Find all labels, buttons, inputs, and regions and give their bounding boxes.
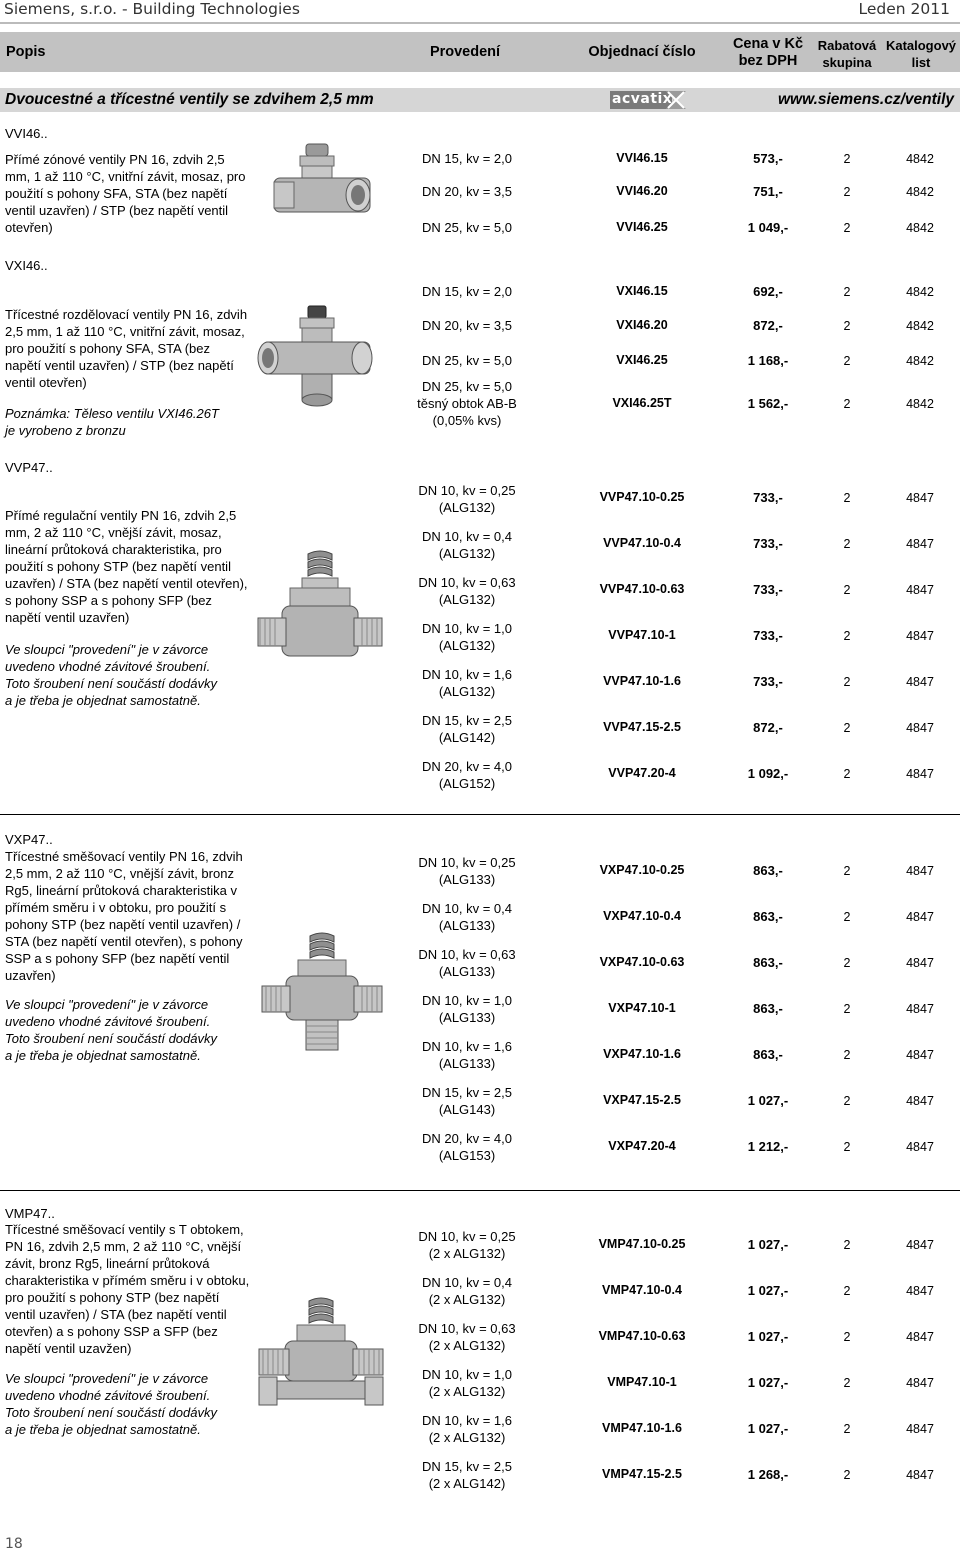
price-vvp47-10-04: 733,- <box>753 536 783 551</box>
desc-line: ventil uzavřen) / STA (bez napětí ventil <box>5 1307 227 1322</box>
model-vxi46: VXI46.. <box>5 258 48 273</box>
prov-vmp47-10-063 <box>387 1320 547 1354</box>
note-line: Toto šroubení není součástí dodávky <box>5 676 217 691</box>
logo-text: acvatix <box>612 91 673 107</box>
code-vxp47-20-4: VXP47.20-4 <box>608 1139 676 1153</box>
desc-line: napětí ventil uzavžen) <box>5 1341 132 1356</box>
catalog-vvp47-15-25: 4847 <box>906 721 934 735</box>
prov-vxp47-15-25 <box>387 1084 547 1118</box>
note-line: Ve sloupci "provedení" je v závorce <box>5 997 209 1012</box>
note-line: uvedeno vhodné závitové šroubení. <box>5 1388 211 1403</box>
acvatix-logo <box>610 89 688 111</box>
catalog-vvi46-25: 4842 <box>906 221 934 235</box>
catalog-vvp47-10-025: 4847 <box>906 491 934 505</box>
price-vmp47-15-25: 1 268,- <box>747 1467 789 1482</box>
prov-line: (ALG132) <box>438 684 496 699</box>
prov-line: (2 x ALG132) <box>428 1338 506 1353</box>
prov-line: (ALG133) <box>438 1056 496 1071</box>
note-line: je vyrobeno z bronzu <box>5 423 126 438</box>
col-rabat-line2: skupina <box>822 55 872 70</box>
note-line: Ve sloupci "provedení" je v závorce <box>5 1371 209 1386</box>
prov-line: (0,05% kvs) <box>432 413 502 428</box>
prov-vvi46-20: DN 20, kv = 3,5 <box>422 184 512 199</box>
section-divider <box>0 814 960 815</box>
code-vxi46-20: VXI46.20 <box>616 318 668 332</box>
col-katalog-line1: Katalogový <box>885 38 957 53</box>
code-vmp47-10-063: VMP47.10-0.63 <box>598 1329 686 1343</box>
col-provedeni: Provedení <box>429 44 501 60</box>
banner-title: Dvoucestné a třícestné ventily se zdvihem 2,5 mm <box>5 91 374 108</box>
group-vmp47-10-1: 2 <box>843 1376 851 1390</box>
prov-vxp47-20-4 <box>387 1130 547 1164</box>
prov-line: (ALG132) <box>438 546 496 561</box>
col-popis: Popis <box>6 44 46 60</box>
desc-line: lineární průtoková charakteristika, pro <box>5 542 222 557</box>
prov-line: DN 10, kv = 0,4 <box>422 1275 512 1290</box>
desc-line: použití s pohony STP (bez napětí ventil <box>5 559 231 574</box>
desc-vmp47 <box>5 1221 249 1357</box>
group-vxp47-10-025: 2 <box>843 864 851 878</box>
desc-line: charakteristika v přímém směru i v obtoku, <box>5 1273 250 1288</box>
col-rabat-line1: Rabatová <box>817 38 877 53</box>
prov-line: DN 10, kv = 1,6 <box>422 1039 512 1054</box>
group-vmp47-10-025: 2 <box>843 1238 851 1252</box>
catalog-vxp47-10-063: 4847 <box>906 956 934 970</box>
code-vvi46-15: VVI46.15 <box>616 151 668 165</box>
desc-line: 2,5 mm, 2 až 110 °C, vnější závit, bronz <box>5 866 234 881</box>
group-vxi46-15: 2 <box>843 285 851 299</box>
note-line: a je třeba je objednat samostatně. <box>5 1048 201 1063</box>
price-vvp47-10-16: 733,- <box>753 674 783 689</box>
price-vmp47-10-1: 1 027,- <box>747 1375 789 1390</box>
group-vvp47-20-4: 2 <box>843 767 851 781</box>
group-vvp47-10-025: 2 <box>843 491 851 505</box>
prov-line: (ALG133) <box>438 872 496 887</box>
price-vvp47-15-25: 872,- <box>753 720 783 735</box>
catalog-vmp47-10-04: 4847 <box>906 1284 934 1298</box>
prov-vvp47-10-025 <box>387 482 547 516</box>
desc-line: s pohony SSP a s pohony SFP (bez <box>5 593 212 608</box>
prov-line: (ALG153) <box>438 1148 496 1163</box>
code-vvp47-10-1: VVP47.10-1 <box>608 628 676 642</box>
note-line: a je třeba je objednat samostatně. <box>5 693 201 708</box>
prov-vvp47-20-4 <box>387 758 547 792</box>
group-vmp47-15-25: 2 <box>843 1468 851 1482</box>
code-vmp47-10-1: VMP47.10-1 <box>607 1375 677 1389</box>
prov-vxp47-10-063 <box>387 946 547 980</box>
price-vxp47-10-04: 863,- <box>753 909 783 924</box>
note-vxi46 <box>5 405 219 439</box>
group-vmp47-10-16: 2 <box>843 1422 851 1436</box>
prov-vxi46-20: DN 20, kv = 3,5 <box>422 318 512 333</box>
code-vxi46-25t: VXI46.25T <box>612 396 672 410</box>
prov-line: (ALG132) <box>438 638 496 653</box>
prov-vmp47-10-025 <box>387 1228 547 1262</box>
desc-line: uzavřen) <box>5 968 56 983</box>
note-vvp47 <box>5 641 217 709</box>
prov-line: (ALG133) <box>438 1010 496 1025</box>
price-vvp47-10-063: 733,- <box>753 582 783 597</box>
prov-vmp47-15-25 <box>387 1458 547 1492</box>
prov-line: (ALG143) <box>438 1102 496 1117</box>
col-katalogovy-list <box>882 37 960 71</box>
prov-line: DN 20, kv = 4,0 <box>422 1131 512 1146</box>
prov-line: DN 10, kv = 0,63 <box>418 1321 516 1336</box>
company-name: Siemens, s.r.o. - Building Technologies <box>4 0 300 18</box>
catalog-vvi46-20: 4842 <box>906 185 934 199</box>
catalog-vmp47-10-063: 4847 <box>906 1330 934 1344</box>
desc-line: 2,5 mm, 1 až 110 °C, vnitřní závit, mosaz, <box>5 324 245 339</box>
group-vxp47-20-4: 2 <box>843 1140 851 1154</box>
group-vvp47-10-1: 2 <box>843 629 851 643</box>
price-vxp47-10-16: 863,- <box>753 1047 783 1062</box>
prov-line: (ALG132) <box>438 592 496 607</box>
catalog-vxi46-25t: 4842 <box>906 397 934 411</box>
code-vxp47-15-25: VXP47.15-2.5 <box>603 1093 681 1107</box>
group-vxp47-10-1: 2 <box>843 1002 851 1016</box>
code-vmp47-15-25: VMP47.15-2.5 <box>602 1467 682 1481</box>
prov-vvp47-10-1 <box>387 620 547 654</box>
price-vxp47-10-063: 863,- <box>753 955 783 970</box>
catalog-vvp47-10-16: 4847 <box>906 675 934 689</box>
price-vxp47-20-4: 1 212,- <box>747 1139 789 1154</box>
price-vvi46-15: 573,- <box>753 151 783 166</box>
code-vxp47-10-16: VXP47.10-1.6 <box>603 1047 681 1061</box>
prov-line: (ALG142) <box>438 730 496 745</box>
catalog-vxp47-10-025: 4847 <box>906 864 934 878</box>
prov-line: DN 10, kv = 0,63 <box>418 947 516 962</box>
prov-vvp47-10-063 <box>387 574 547 608</box>
catalog-vxi46-15: 4842 <box>906 285 934 299</box>
desc-line: přímém směru i v obtoku, pro použití s <box>5 900 227 915</box>
valve-image-vvp47 <box>252 548 387 678</box>
note-line: uvedeno vhodné závitové šroubení. <box>5 1014 211 1029</box>
catalog-vvp47-10-04: 4847 <box>906 537 934 551</box>
desc-line: SSP a s pohony SFP (bez napětí ventil <box>5 951 230 966</box>
group-vxi46-25t: 2 <box>843 397 851 411</box>
price-vvp47-10-1: 733,- <box>753 628 783 643</box>
prov-line: (2 x ALG132) <box>428 1292 506 1307</box>
prov-vxi46-15: DN 15, kv = 2,0 <box>422 284 512 299</box>
desc-vxp47 <box>5 848 243 984</box>
desc-line: Rg5, lineární průtoková charakteristika v <box>5 883 237 898</box>
catalog-vmp47-10-1: 4847 <box>906 1376 934 1390</box>
page-header <box>0 0 960 22</box>
prov-vvi46-15: DN 15, kv = 2,0 <box>422 151 512 166</box>
price-vxp47-10-025: 863,- <box>753 863 783 878</box>
prov-vvp47-10-04 <box>387 528 547 562</box>
prov-vmp47-10-16 <box>387 1412 547 1446</box>
note-line: Ve sloupci "provedení" je v závorce <box>5 642 209 657</box>
code-vmp47-10-025: VMP47.10-0.25 <box>598 1237 686 1251</box>
prov-vxp47-10-16 <box>387 1038 547 1072</box>
desc-line: pro použití s pohony STP (bez napětí <box>5 1290 220 1305</box>
catalog-vxp47-20-4: 4847 <box>906 1140 934 1154</box>
valve-image-vxi46 <box>252 300 380 410</box>
code-vvi46-20: VVI46.20 <box>616 184 668 198</box>
prov-line: (2 x ALG132) <box>428 1430 506 1445</box>
group-vvi46-20: 2 <box>843 185 851 199</box>
valve-image-vvi46 <box>268 140 380 232</box>
banner-url[interactable]: www.siemens.cz/ventily <box>777 91 954 108</box>
desc-line: PN 16, zdvih 2,5 mm, 2 až 110 °C, vnější <box>5 1239 242 1254</box>
col-objednaci-cislo: Objednací číslo <box>588 44 696 60</box>
desc-vxi46 <box>5 306 247 391</box>
note-line: Poznámka: Těleso ventilu VXI46.26T <box>5 406 219 421</box>
desc-line: Přímé regulační ventily PN 16, zdvih 2,5 <box>5 508 237 523</box>
prov-line: DN 25, kv = 5,0 <box>422 379 512 394</box>
desc-line: ventil uzavřen) / STP (bez napětí ventil <box>5 203 229 218</box>
catalog-vvp47-20-4: 4847 <box>906 767 934 781</box>
code-vvp47-20-4: VVP47.20-4 <box>608 766 676 780</box>
desc-line: Třícestné směšovací ventily PN 16, zdvih <box>5 849 243 864</box>
code-vxi46-15: VXI46.15 <box>616 284 668 298</box>
code-vmp47-10-04: VMP47.10-0.4 <box>602 1283 682 1297</box>
header-divider <box>0 22 960 24</box>
group-vxi46-20: 2 <box>843 319 851 333</box>
desc-vvi46 <box>5 151 245 236</box>
valve-image-vxp47 <box>258 930 386 1060</box>
group-vvp47-10-04: 2 <box>843 537 851 551</box>
prov-line: DN 10, kv = 1,0 <box>422 621 512 636</box>
prov-line: DN 15, kv = 2,5 <box>422 1085 512 1100</box>
note-line: Toto šroubení není součástí dodávky <box>5 1405 217 1420</box>
prov-line: (ALG133) <box>438 964 496 979</box>
group-vxp47-10-063: 2 <box>843 956 851 970</box>
code-vxi46-25: VXI46.25 <box>616 353 668 367</box>
col-cena-line1: Cena v Kč <box>732 36 804 52</box>
prov-line: DN 10, kv = 0,4 <box>422 529 512 544</box>
catalog-vxp47-10-04: 4847 <box>906 910 934 924</box>
model-vmp47: VMP47.. <box>5 1206 55 1221</box>
price-vvi46-25: 1 049,- <box>747 220 789 235</box>
desc-line: otevřen) <box>5 220 53 235</box>
col-cena <box>720 36 816 70</box>
model-vvp47: VVP47.. <box>5 460 53 475</box>
code-vxp47-10-063: VXP47.10-0.63 <box>599 955 685 969</box>
price-vvp47-10-025: 733,- <box>753 490 783 505</box>
catalog-vxp47-15-25: 4847 <box>906 1094 934 1108</box>
catalog-vvp47-10-1: 4847 <box>906 629 934 643</box>
desc-line: použití s pohony SFA, STA (bez napětí <box>5 186 228 201</box>
price-vvi46-20: 751,- <box>753 184 783 199</box>
price-vxp47-10-1: 863,- <box>753 1001 783 1016</box>
desc-line: mm, 1 až 110 °C, vnitřní závit, mosaz, pro <box>5 169 246 184</box>
code-vvp47-10-16: VVP47.10-1.6 <box>603 674 681 688</box>
group-vvi46-25: 2 <box>843 221 851 235</box>
model-vxp47: VXP47.. <box>5 832 53 847</box>
desc-line: pro použití s pohony SFA, STA (bez <box>5 341 210 356</box>
catalog-vvp47-10-063: 4847 <box>906 583 934 597</box>
desc-line: mm, 2 až 110 °C, vnější závit, mosaz, <box>5 525 222 540</box>
price-vxi46-15: 692,- <box>753 284 783 299</box>
code-vvp47-10-025: VVP47.10-0.25 <box>599 490 685 504</box>
prov-line: DN 10, kv = 0,4 <box>422 901 512 916</box>
prov-vvp47-10-16 <box>387 666 547 700</box>
code-vvi46-25: VVI46.25 <box>616 220 668 234</box>
desc-line: závit, bronz Rg5, lineární průtoková <box>5 1256 210 1271</box>
group-vmp47-10-063: 2 <box>843 1330 851 1344</box>
prov-vvi46-25: DN 25, kv = 5,0 <box>422 220 512 235</box>
prov-line: těsný obtok AB-B <box>417 396 517 411</box>
prov-line: (ALG132) <box>438 500 496 515</box>
prov-line: DN 10, kv = 0,25 <box>418 1229 516 1244</box>
code-vvp47-15-25: VVP47.15-2.5 <box>603 720 681 734</box>
prov-vxp47-10-025 <box>387 854 547 888</box>
prov-line: DN 10, kv = 1,0 <box>422 993 512 1008</box>
desc-line: uzavřen) / STA (bez napětí ventil otevřen), <box>5 576 248 591</box>
note-line: Toto šroubení není součástí dodávky <box>5 1031 217 1046</box>
price-vmp47-10-16: 1 027,- <box>747 1421 789 1436</box>
prov-vmp47-10-04 <box>387 1274 547 1308</box>
price-vxi46-25t: 1 562,- <box>747 396 789 411</box>
group-vvp47-15-25: 2 <box>843 721 851 735</box>
desc-vvp47 <box>5 507 248 626</box>
section-banner <box>0 88 960 112</box>
prov-line: (2 x ALG132) <box>428 1384 506 1399</box>
prov-line: DN 10, kv = 1,6 <box>422 1413 512 1428</box>
desc-line: otevřen) a s pohony SSP a SFP (bez <box>5 1324 218 1339</box>
desc-line: ventil otevřen) <box>5 375 87 390</box>
valve-image-vmp47 <box>255 1295 387 1425</box>
prov-vxp47-10-04 <box>387 900 547 934</box>
group-vvi46-15: 2 <box>843 152 851 166</box>
prov-vxp47-10-1 <box>387 992 547 1026</box>
desc-line: Třícestné rozdělovací ventily PN 16, zdvih <box>5 307 248 322</box>
price-vvp47-20-4: 1 092,- <box>747 766 789 781</box>
catalog-vmp47-15-25: 4847 <box>906 1468 934 1482</box>
prov-line: DN 10, kv = 0,25 <box>418 483 516 498</box>
group-vxp47-15-25: 2 <box>843 1094 851 1108</box>
catalog-vxp47-10-1: 4847 <box>906 1002 934 1016</box>
prov-vvp47-15-25 <box>387 712 547 746</box>
page-number: 18 <box>5 1536 23 1552</box>
desc-line: napětí ventil uzavřen) / STP (bez napětí <box>5 358 234 373</box>
group-vxp47-10-16: 2 <box>843 1048 851 1062</box>
prov-line: DN 20, kv = 4,0 <box>422 759 512 774</box>
prov-line: DN 15, kv = 2,5 <box>422 713 512 728</box>
catalog-vxp47-10-16: 4847 <box>906 1048 934 1062</box>
desc-line: napětí ventil uzavřen) <box>5 610 130 625</box>
catalog-vmp47-10-025: 4847 <box>906 1238 934 1252</box>
catalog-vvi46-15: 4842 <box>906 152 934 166</box>
catalog-vxi46-20: 4842 <box>906 319 934 333</box>
price-vxp47-15-25: 1 027,- <box>747 1093 789 1108</box>
price-vmp47-10-025: 1 027,- <box>747 1237 789 1252</box>
prov-vxi46-25t <box>387 378 547 429</box>
prov-line: DN 15, kv = 2,5 <box>422 1459 512 1474</box>
code-vvp47-10-063: VVP47.10-0.63 <box>599 582 685 596</box>
price-vxi46-25: 1 168,- <box>747 353 789 368</box>
prov-line: (2 x ALG132) <box>428 1246 506 1261</box>
note-vxp47 <box>5 996 217 1064</box>
code-vxp47-10-025: VXP47.10-0.25 <box>599 863 685 877</box>
note-line: a je třeba je objednat samostatně. <box>5 1422 201 1437</box>
code-vvp47-10-04: VVP47.10-0.4 <box>603 536 681 550</box>
prov-line: (2 x ALG142) <box>428 1476 506 1491</box>
col-rabatova-skupina <box>812 37 882 71</box>
group-vvp47-10-063: 2 <box>843 583 851 597</box>
prov-vxi46-25: DN 25, kv = 5,0 <box>422 353 512 368</box>
prov-vmp47-10-1 <box>387 1366 547 1400</box>
desc-line: pohony STP (bez napětí ventil uzavřen) / <box>5 917 241 932</box>
model-vvi46: VVI46.. <box>5 126 48 141</box>
publication-date: Leden 2011 <box>858 0 950 18</box>
group-vxp47-10-04: 2 <box>843 910 851 924</box>
prov-line: DN 10, kv = 0,25 <box>418 855 516 870</box>
column-header-bar <box>0 32 960 72</box>
prov-line: (ALG152) <box>438 776 496 791</box>
col-cena-line2: bez DPH <box>738 53 798 69</box>
code-vxp47-10-04: VXP47.10-0.4 <box>603 909 681 923</box>
price-vmp47-10-04: 1 027,- <box>747 1283 789 1298</box>
price-vmp47-10-063: 1 027,- <box>747 1329 789 1344</box>
prov-line: DN 10, kv = 1,6 <box>422 667 512 682</box>
desc-line: STA (bez napětí ventil otevřen), s pohony <box>5 934 243 949</box>
prov-line: (ALG133) <box>438 918 496 933</box>
desc-line: Třícestné směšovací ventily s T obtokem, <box>5 1222 244 1237</box>
catalog-vmp47-10-16: 4847 <box>906 1422 934 1436</box>
desc-line: Přímé zónové ventily PN 16, zdvih 2,5 <box>5 152 225 167</box>
section-divider <box>0 1190 960 1191</box>
prov-line: DN 10, kv = 0,63 <box>418 575 516 590</box>
price-vxi46-20: 872,- <box>753 318 783 333</box>
catalog-vxi46-25: 4842 <box>906 354 934 368</box>
col-katalog-line2: list <box>911 55 931 70</box>
group-vxi46-25: 2 <box>843 354 851 368</box>
note-line: uvedeno vhodné závitové šroubení. <box>5 659 211 674</box>
code-vxp47-10-1: VXP47.10-1 <box>608 1001 676 1015</box>
code-vmp47-10-16: VMP47.10-1.6 <box>602 1421 682 1435</box>
prov-line: DN 10, kv = 1,0 <box>422 1367 512 1382</box>
note-vmp47 <box>5 1370 217 1438</box>
group-vvp47-10-16: 2 <box>843 675 851 689</box>
group-vmp47-10-04: 2 <box>843 1284 851 1298</box>
